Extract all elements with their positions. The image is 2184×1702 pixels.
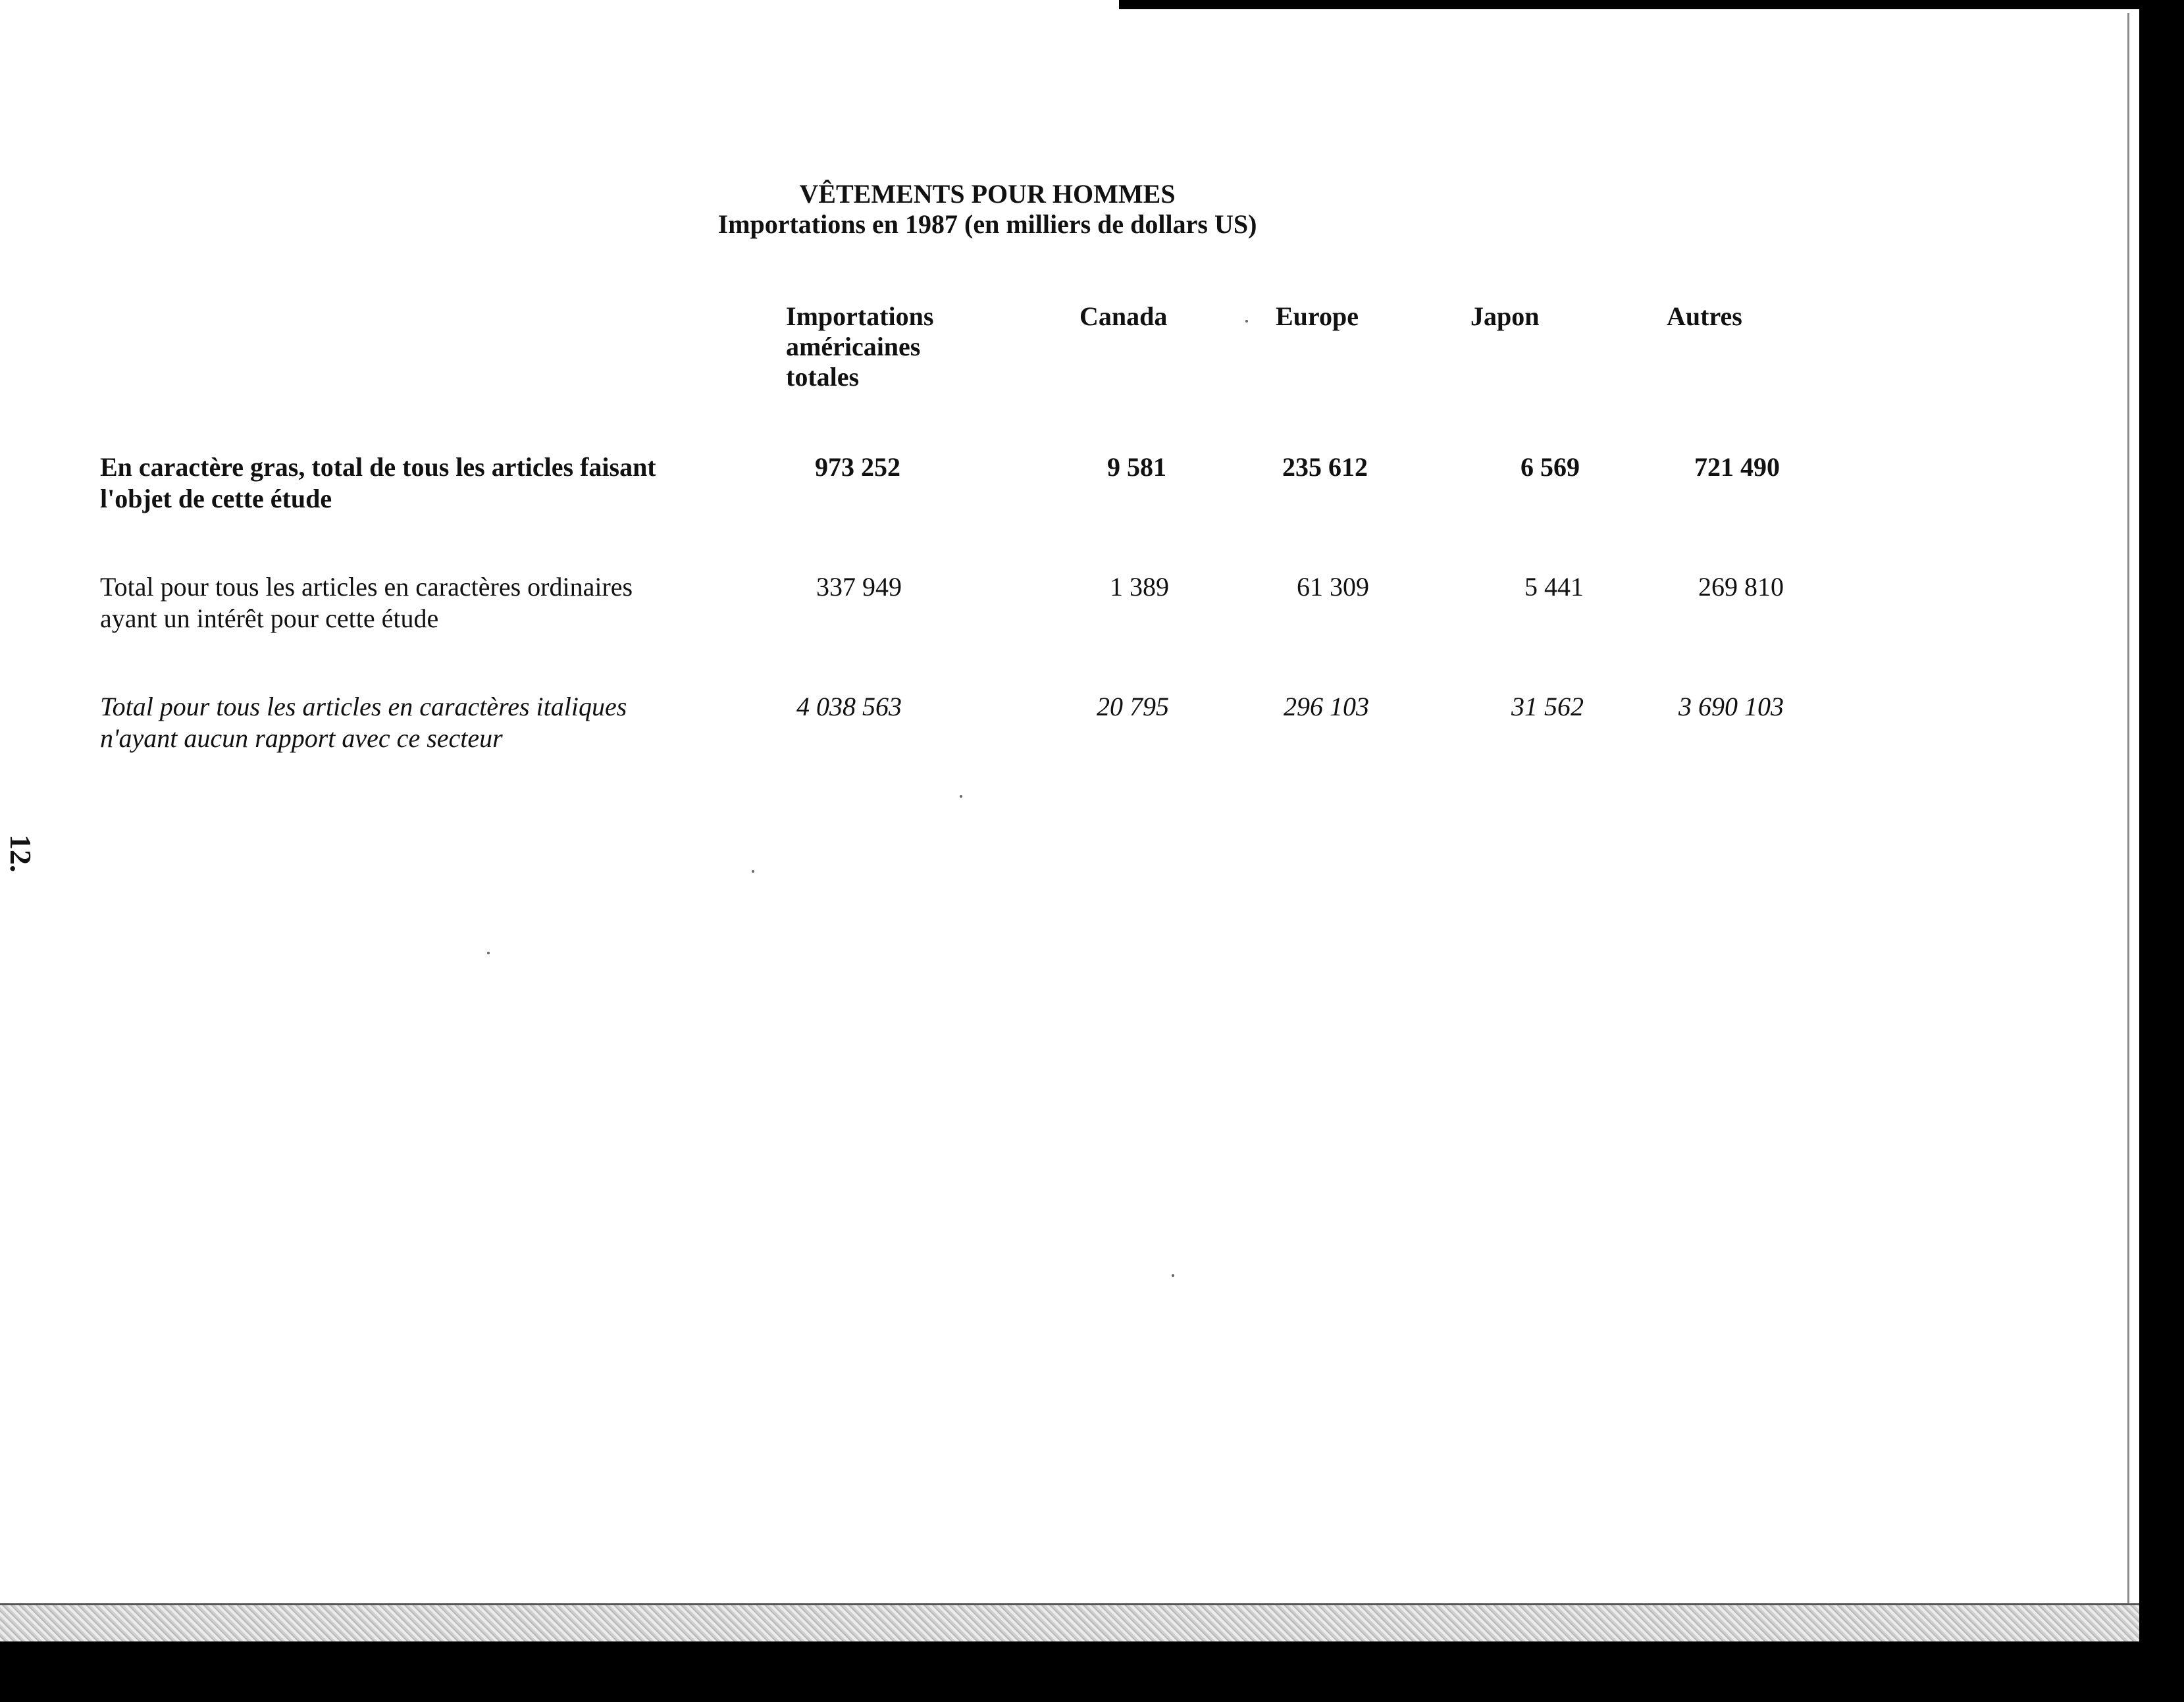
row-label-italic: Total pour tous les articles en caractères italiques n'ayant aucun rapport avec ce secteur xyxy=(100,692,627,753)
scan-speck xyxy=(487,952,490,954)
table-cell: 721 490 xyxy=(1694,452,1780,482)
scan-top-edge xyxy=(1119,0,2184,9)
column-header-japon: Japon xyxy=(1470,301,1540,331)
column-header-europe: Europe xyxy=(1276,301,1359,331)
table-cell: 296 103 xyxy=(1284,692,1369,721)
page-number: 12. xyxy=(4,835,38,873)
scan-bottom-edge xyxy=(0,1641,2184,1702)
document-subtitle: Importations en 1987 (en milliers de dollars US) xyxy=(717,209,1257,239)
scan-binding-strip xyxy=(0,1603,2139,1643)
table-cell: 6 569 xyxy=(1521,452,1580,482)
scan-speck xyxy=(960,795,962,798)
column-header-canada: Canada xyxy=(1079,301,1168,331)
row-label-regular: Total pour tous les articles en caractères ordinaires ayant un intérêt pour cette étude xyxy=(100,572,633,633)
table-cell: 337 949 xyxy=(816,572,902,602)
column-header-total: Importations américaines totales xyxy=(786,301,934,392)
table-cell: 973 252 xyxy=(815,452,900,482)
table-cell: 31 562 xyxy=(1511,692,1584,721)
table-cell: 9 581 xyxy=(1107,452,1166,482)
table-cell: 61 309 xyxy=(1297,572,1369,602)
table-cell: 4 038 563 xyxy=(796,692,902,721)
scan-right-edge xyxy=(2139,0,2184,1702)
document-title-block xyxy=(592,179,1382,240)
column-header-autres: Autres xyxy=(1667,301,1742,331)
row-label-bold: En caractère gras, total de tous les articles faisant l'objet de cette étude xyxy=(100,452,656,513)
table-cell: 5 441 xyxy=(1524,572,1584,602)
page-fold-line xyxy=(2127,13,2129,1606)
table-cell: 235 612 xyxy=(1282,452,1368,482)
table-cell: 269 810 xyxy=(1698,572,1784,602)
scan-speck xyxy=(1245,320,1248,322)
document-title: VÊTEMENTS POUR HOMMES xyxy=(799,179,1176,209)
scan-speck xyxy=(752,870,754,873)
scan-speck xyxy=(1172,1274,1174,1277)
table-cell: 20 795 xyxy=(1097,692,1169,721)
table-cell: 3 690 103 xyxy=(1678,692,1784,721)
table-cell: 1 389 xyxy=(1110,572,1169,602)
